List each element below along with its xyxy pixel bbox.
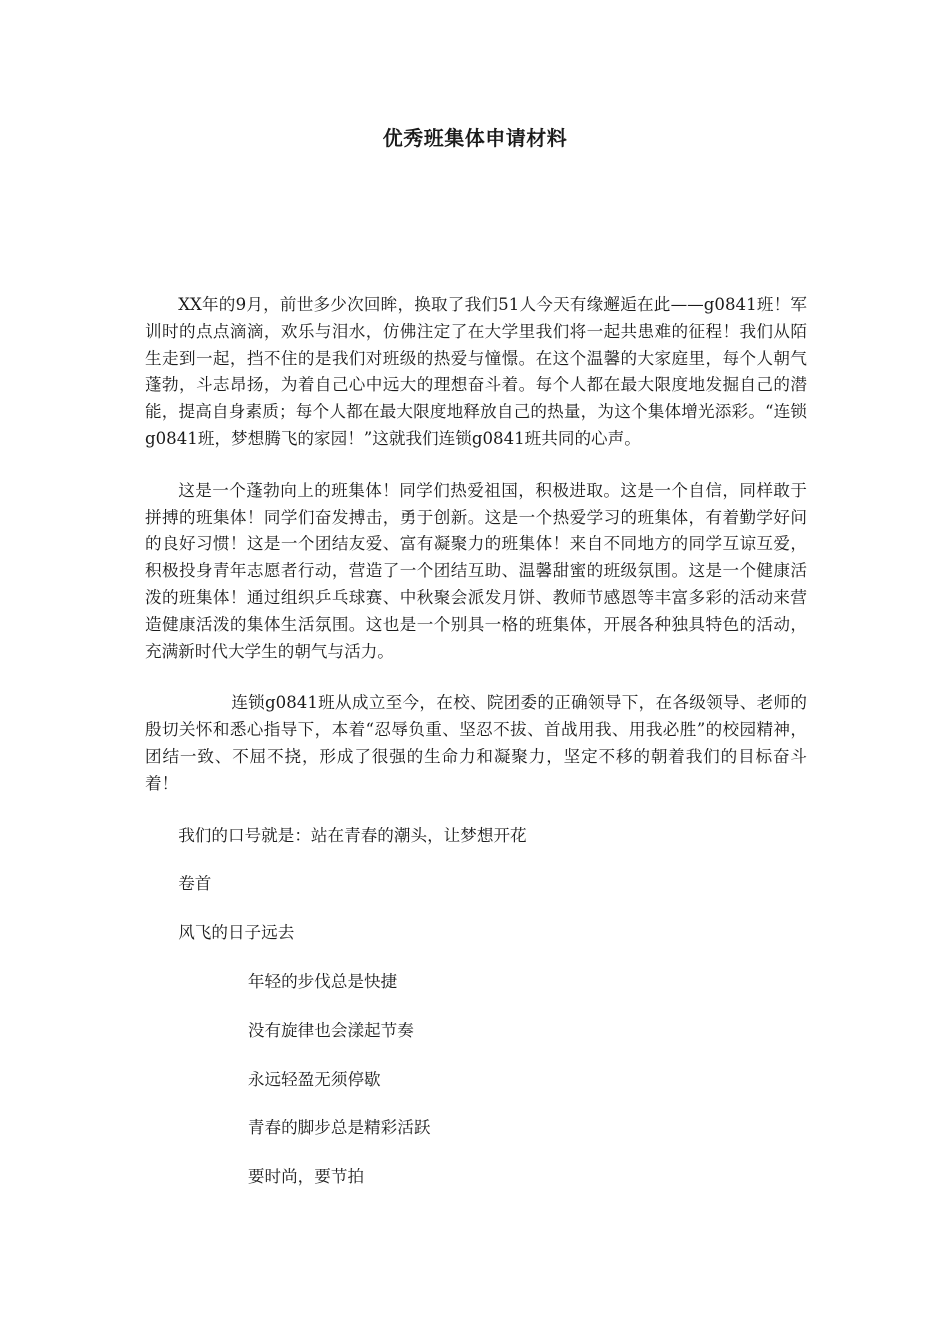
slogan-line: 我们的口号就是：站在青春的潮头，让梦想开花 bbox=[178, 825, 527, 845]
document-body bbox=[145, 292, 807, 1213]
poem-line: 青春的脚步总是精彩活跃 bbox=[247, 1118, 431, 1138]
paragraph-class-description: 这是一个蓬勃向上的班集体！同学们热爱祖国，积极进取。这是一个自信，同样敢于拼搏的班集体！同学们奋发搏击，勇于创新。这是一个热爱学习的班集体，有着勤学好问的良好习惯！这是一个团结友爱、富有凝聚力的班集体！来自不同地方的同学互谅互爱，积极投身青年志愿者行动，营造了一个团结互助、温馨甜蜜的班级氛围。这是一个健康活泼的班集体！通过组织乒乓球赛、中秋聚会派发月饼、教师节感恩等丰富多彩的活动来营造健康活泼的集体生活氛围。这也是一个别具一格的班集体，开展各种独具特色的活动，充满新时代大学生的朝气与活力。 bbox=[145, 480, 807, 661]
paragraph-achievements: 连锁g0841班从成立至今，在校、院团委的正确领导下，在各级领导、老师的殷切关怀和悉心指导下，本着“忍辱负重、坚忍不拔、首战用我、用我必胜”的校园精神，团结一致、不屈不挠，形成了很强的生命力和凝聚力，坚定不移的朝着我们的目标奋斗着！ bbox=[145, 693, 807, 793]
paragraph-intro: XX年的9月，前世多少次回眸，换取了我们51人今天有缘邂逅在此——g0841班！军训时的点点滴滴，欢乐与泪水，仿佛注定了在大学里我们将一起共患难的征程！我们从陌生走到一起，挡不住的是我们对班级的热爱与憧憬。在这个温馨的大家庭里，每个人朝气蓬勃，斗志昂扬，为着自己心中远大的理想奋斗着。每个人都在最大限度地发掘自己的潜能，提高自身素质；每个人都在最大限度地释放自己的热量，为这个集体增光添彩。“连锁g0841班，梦想腾飞的家园！”这就我们连锁g0841班共同的心声。 bbox=[145, 295, 807, 448]
poem-first-line: 风飞的日子远去 bbox=[178, 923, 295, 943]
poem-line: 要时尚，要节拍 bbox=[247, 1167, 365, 1187]
poem-line: 永远轻盈无须停歇 bbox=[247, 1069, 381, 1089]
poem-line: 年轻的步伐总是快捷 bbox=[247, 971, 398, 991]
poem-line: 没有旋律也会漾起节奏 bbox=[247, 1020, 414, 1040]
poem-heading: 卷首 bbox=[178, 874, 212, 894]
document-title: 优秀班集体申请材料 bbox=[382, 126, 568, 150]
